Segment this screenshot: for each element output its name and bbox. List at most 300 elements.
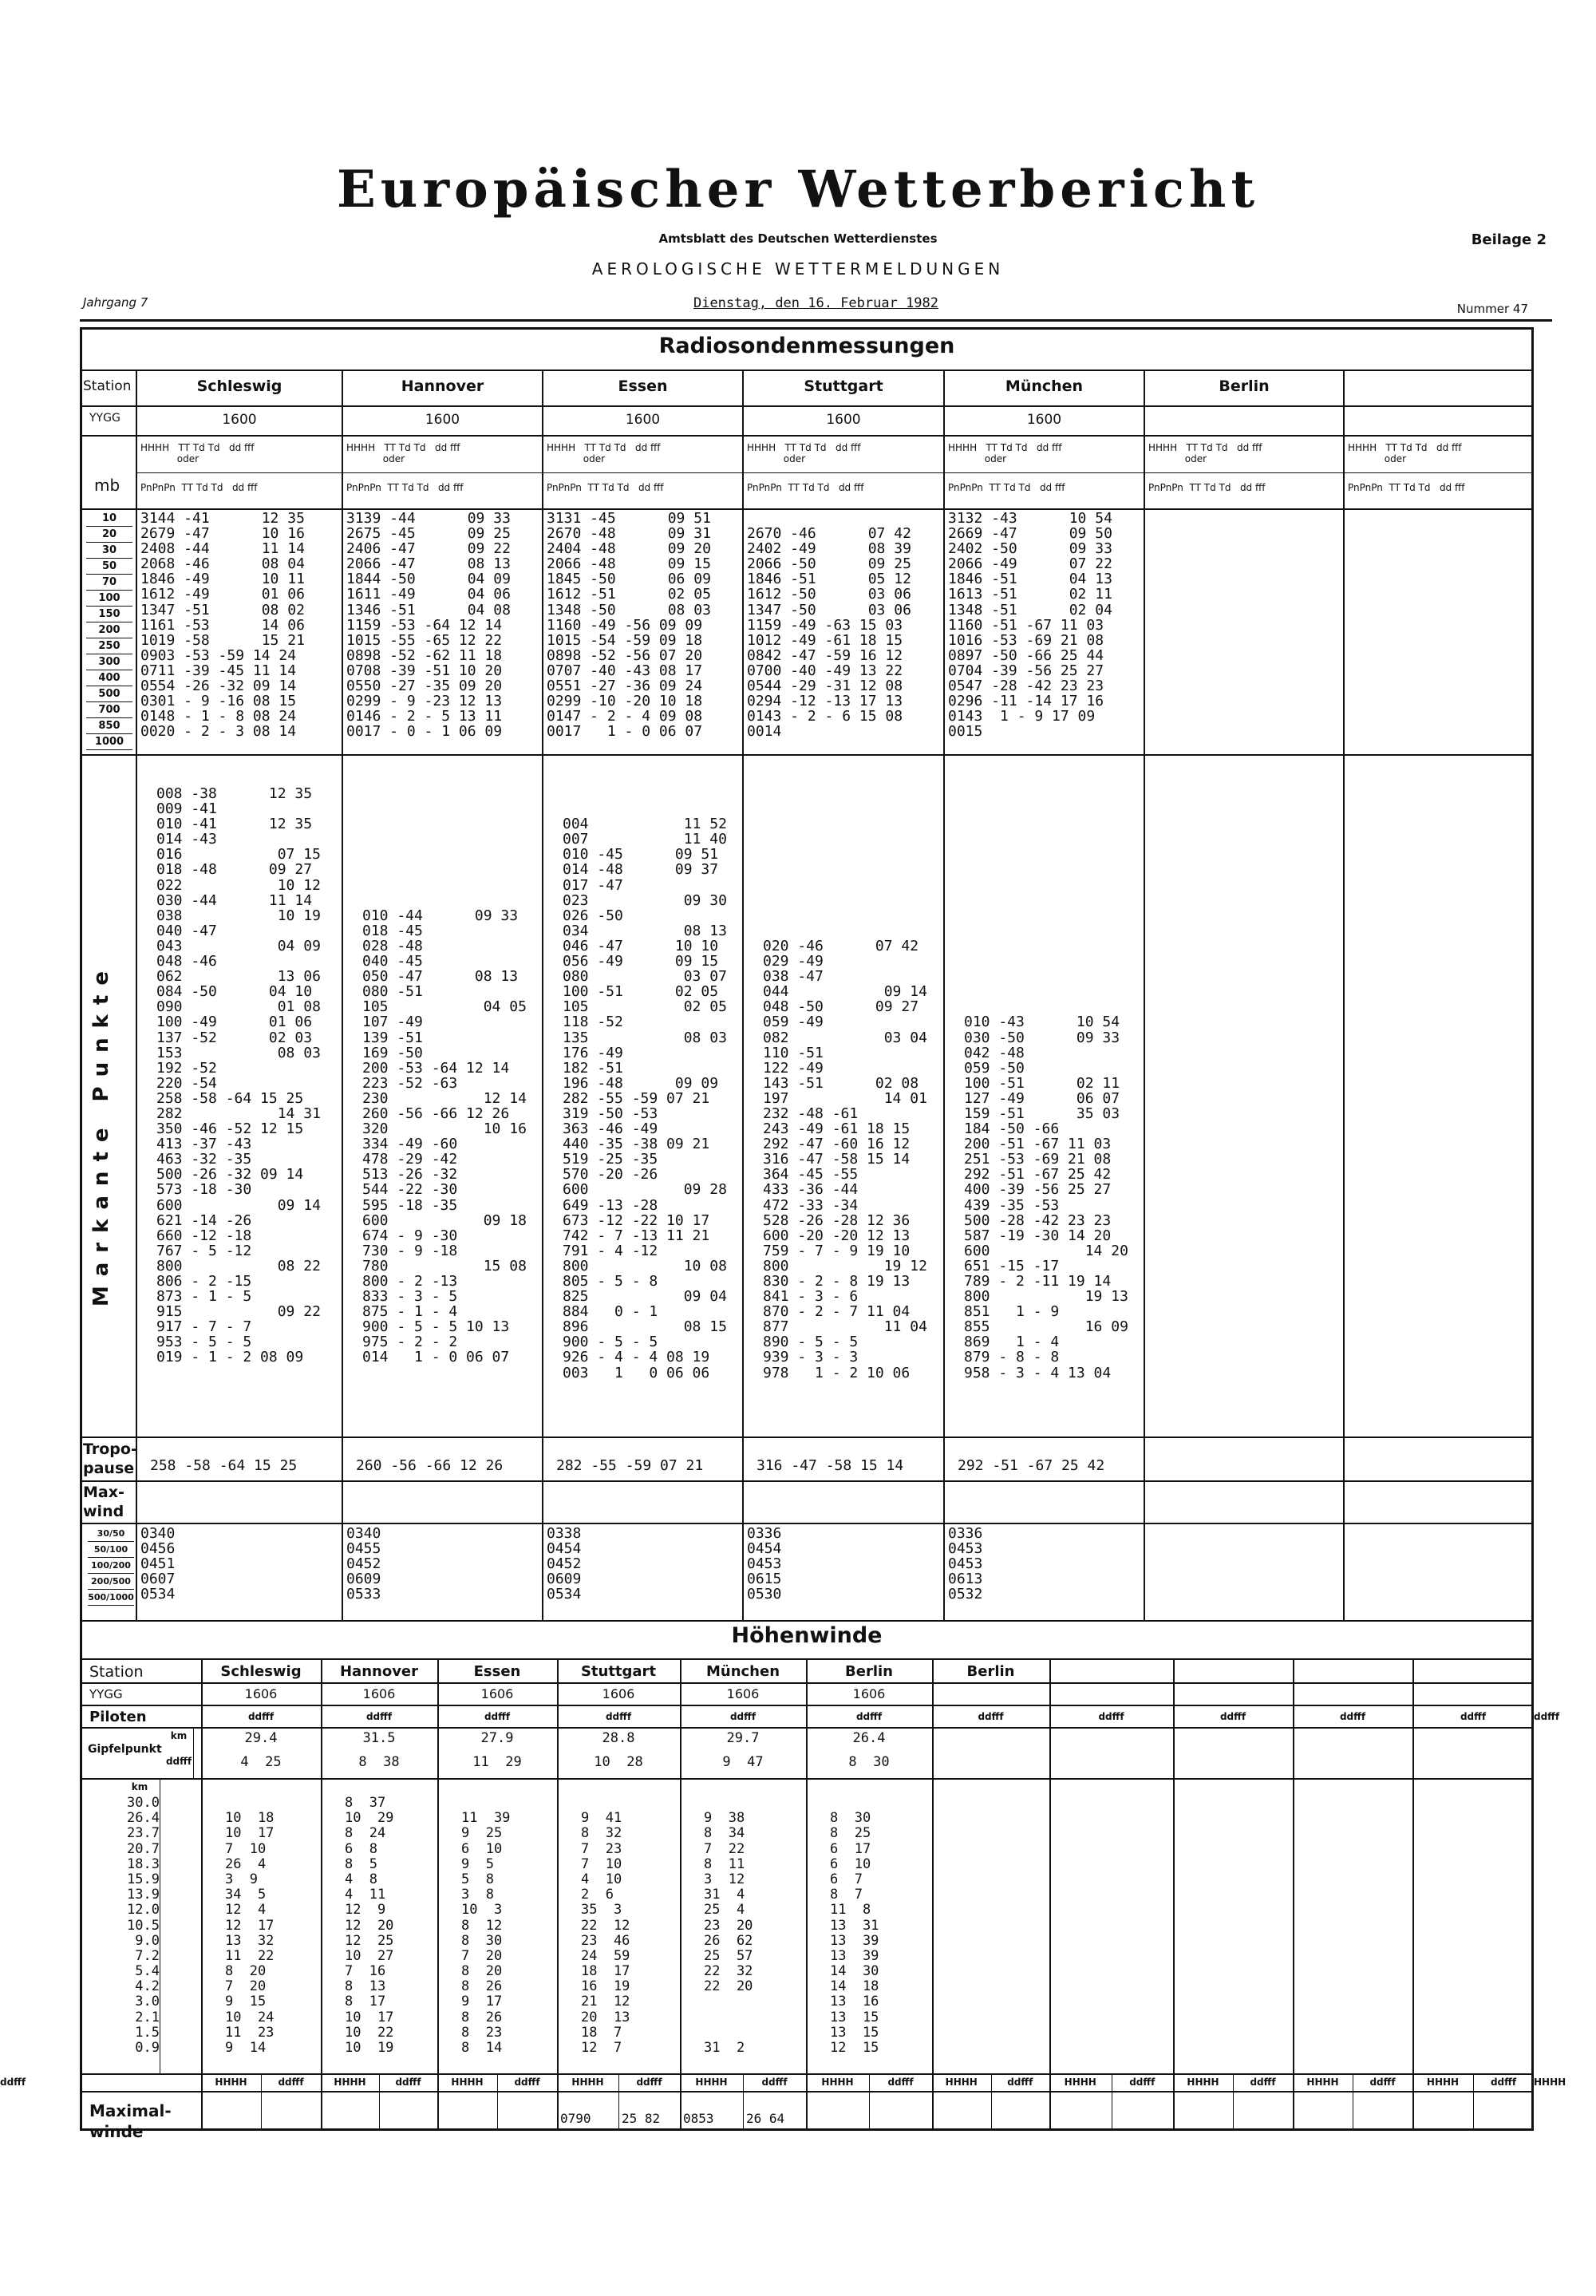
data-row: 082 03 04 (763, 1029, 927, 1046)
data-row: 080 -51 (362, 983, 423, 1001)
hw-ddfff-header: ddfff (247, 1711, 275, 1722)
wind-value: 8 26 (461, 2009, 503, 2025)
data-row: 040 -45 (362, 953, 423, 970)
hw-hhhh-header: HHHH (1534, 2077, 1566, 2088)
wind-value: 12 4 (225, 1902, 267, 1919)
wind-value: 8 14 (461, 2040, 503, 2056)
data-row: 0534 (547, 1586, 582, 1603)
data-row: 869 1 - 4 (964, 1334, 1060, 1351)
data-row: 090 01 08 (156, 998, 321, 1016)
km-level: 9.0 (135, 1932, 160, 1949)
yygg-value: 1600 (222, 412, 257, 428)
data-row: 0455 (346, 1540, 381, 1558)
wind-value: 3 9 (225, 1871, 258, 1887)
data-row: 1346 -51 04 08 (346, 601, 511, 618)
wind-value: 9 41 (581, 1810, 622, 1827)
station-name: München (1005, 377, 1084, 395)
data-row: 018 -45 (362, 922, 423, 939)
col-header-top: HHHH TT Td Td dd fff oder (346, 442, 460, 464)
data-row: 019 - 1 - 2 08 09 (156, 1349, 304, 1366)
data-row (763, 878, 927, 893)
data-row: 153 08 03 (156, 1044, 321, 1061)
data-row: 176 -49 (563, 1044, 623, 1061)
data-row (964, 908, 1128, 923)
data-row: 0704 -39 -56 25 27 (948, 662, 1104, 679)
mb-level: 500 (86, 686, 132, 702)
data-row (362, 893, 527, 908)
data-row: 1844 -50 04 09 (346, 571, 511, 588)
data-row: 169 -50 (362, 1044, 423, 1061)
wind-value: 10 29 (345, 1810, 394, 1827)
wind-value: 7 20 (225, 1978, 267, 1995)
maximal-ddfff: 26 64 (746, 2111, 785, 2126)
wind-value: 13 31 (830, 1917, 879, 1934)
data-row (362, 878, 527, 893)
col-header-bottom: PnPnPn TT Td Td dd fff (1348, 482, 1465, 493)
tropopause-value: 292 -51 -67 25 42 (958, 1457, 1105, 1474)
data-row (964, 786, 1128, 801)
data-row: 2066 -49 07 22 (948, 555, 1112, 573)
wind-value: 8 23 (461, 2024, 503, 2041)
hw-yygg-value: 1606 (362, 1686, 396, 1701)
wind-value (461, 1796, 510, 1811)
data-row: 877 11 04 (763, 1318, 927, 1336)
yygg-label: YYGG (89, 412, 120, 425)
data-row: 048 -46 (156, 953, 217, 970)
wind-value: 8 25 (830, 1825, 871, 1842)
data-row: 649 -13 -28 (563, 1196, 658, 1214)
wind-value: 10 18 (225, 1810, 275, 1827)
wind-value: 18 17 (581, 1963, 630, 1980)
data-row: 030 -44 11 14 (156, 891, 313, 909)
wind-value: 7 22 (704, 1840, 745, 1857)
yygg-value: 1600 (625, 412, 661, 428)
beilage-label: Beilage 2 (1471, 231, 1547, 248)
grid-line (806, 1658, 808, 2131)
data-row: 413 -37 -43 (156, 1136, 252, 1153)
km-level: 18.3 (127, 1855, 160, 1872)
data-row: 673 -12 -22 10 17 (563, 1211, 710, 1229)
data-row: 0452 (346, 1555, 381, 1573)
km-level: 5.4 (135, 1963, 160, 1980)
data-row: 1846 -49 10 11 (140, 571, 305, 588)
data-row: 917 - 7 - 7 (156, 1318, 252, 1336)
wind-value: 8 7 (830, 1887, 863, 1903)
wind-value: 12 17 (225, 1917, 275, 1934)
data-row: 0615 (747, 1571, 782, 1588)
data-row: 0148 - 1 - 8 08 24 (140, 708, 297, 725)
hw-hhhh-header: HHHH (1187, 2077, 1219, 2088)
data-row: 0711 -39 -45 11 14 (140, 662, 297, 679)
mb-level: 700 (86, 702, 132, 718)
data-row: 0456 (140, 1540, 176, 1558)
layer-labels (88, 1526, 134, 1606)
grid-line (321, 1658, 322, 2131)
hw-ddfff-header: ddfff (855, 1711, 883, 1722)
wind-value: 8 17 (345, 1994, 386, 2010)
data-row: 044 09 14 (763, 983, 927, 1001)
data-row: 059 -50 (964, 1059, 1025, 1077)
wind-value: 6 10 (461, 1840, 503, 1857)
data-row: 282 -55 -59 07 21 (563, 1089, 710, 1107)
data-row: 0146 - 2 - 5 13 11 (346, 708, 503, 725)
data-row: 2675 -45 09 25 (346, 525, 511, 543)
data-row (763, 801, 927, 816)
data-row: 0550 -27 -35 09 20 (346, 678, 503, 695)
wind-value: 10 22 (345, 2024, 394, 2041)
hw-station-winds (461, 1796, 510, 2056)
tropopause-value: 282 -55 -59 07 21 (556, 1457, 704, 1474)
data-row: 742 - 7 -13 11 21 (563, 1227, 710, 1244)
hw-ddfff-header: ddfff (1007, 2077, 1033, 2088)
wind-value: 8 30 (461, 1932, 503, 1949)
page-subtitle: Amtsblatt des Deutschen Wetterdienstes (658, 231, 938, 246)
layer-label: 500/1000 (88, 1590, 134, 1606)
yygg-value: 1600 (425, 412, 460, 428)
wind-value: 23 20 (704, 1917, 753, 1934)
data-row: 472 -33 -34 (763, 1196, 859, 1214)
data-row: 2066 -48 09 15 (547, 555, 711, 573)
wind-value: 6 10 (830, 1855, 871, 1872)
data-row: 0534 (140, 1586, 176, 1603)
wind-value (830, 1796, 879, 1811)
hw-ddfff-header: ddfff (1098, 1711, 1124, 1722)
hw-ddfff-header: ddfff (1339, 1711, 1366, 1722)
station-markante-column (763, 786, 927, 1381)
wind-value (704, 1994, 753, 2009)
hw-ddfff-header: ddfff (484, 1711, 511, 1722)
layer-label: 100/200 (88, 1558, 134, 1574)
wind-value: 6 17 (830, 1840, 871, 1857)
hw-station-name: Schleswig (220, 1663, 302, 1680)
data-row: 008 -38 12 35 (156, 785, 313, 802)
data-row (964, 878, 1128, 893)
gipfel-ddfff-value: 4 25 (240, 1754, 282, 1770)
hw-ddfff-header: ddfff (514, 2077, 540, 2088)
hw-ddfff-header: ddfff (605, 1711, 632, 1722)
data-row: 118 -52 (563, 1014, 623, 1031)
piloten-label: Piloten (89, 1709, 147, 1725)
hw-hhhh-header: HHHH (451, 2077, 484, 2088)
data-row: 010 -44 09 33 (362, 907, 519, 924)
wind-value: 3 8 (461, 1887, 494, 1903)
station-layer-column (747, 1526, 781, 1602)
hw-hhhh-header: HHHH (571, 2077, 604, 2088)
data-row: 0017 - 0 - 1 06 09 (346, 723, 503, 741)
station-layer-column (346, 1526, 381, 1602)
markante-punkte-label: Markante Punkte (89, 962, 113, 1307)
data-row: 107 -49 (362, 1014, 423, 1031)
data-row: 1160 -49 -56 09 09 (547, 616, 703, 634)
issue-date: Dienstag, den 16. Februar 1982 (693, 295, 939, 311)
data-row: 621 -14 -26 (156, 1211, 252, 1229)
maximal-ddfff: 25 82 (622, 2111, 661, 2126)
wind-value: 12 20 (345, 1917, 394, 1934)
hw-ddfff-header: ddfff (887, 2077, 914, 2088)
hw-station-name: Hannover (339, 1663, 419, 1680)
gipfel-km-value: 31.5 (362, 1730, 396, 1746)
data-row: 2404 -48 09 20 (547, 540, 711, 558)
data-row: 900 - 5 - 5 10 13 (362, 1318, 510, 1336)
col-header-top: HHHH TT Td Td dd fff oder (948, 442, 1062, 464)
station-name: Schleswig (196, 377, 282, 395)
wind-value (225, 1796, 274, 1811)
station-markante-column (362, 786, 527, 1365)
col-header-top: HHHH TT Td Td dd fff oder (1148, 442, 1262, 464)
station-standard-column (747, 511, 911, 739)
hw-ddfff-header: ddfff (761, 2077, 788, 2088)
wind-value: 26 4 (225, 1855, 267, 1872)
wind-value: 6 8 (345, 1840, 377, 1857)
data-row: 0453 (948, 1555, 983, 1573)
data-row: 009 -41 (156, 800, 217, 818)
data-row: 2679 -47 10 16 (140, 525, 305, 543)
data-row (763, 893, 927, 908)
data-row: 316 -47 -58 15 14 (763, 1151, 911, 1168)
data-row: 879 - 8 - 8 (964, 1349, 1060, 1366)
issue-number: Nummer 47 (1456, 302, 1528, 316)
data-row (763, 847, 927, 862)
data-row (964, 832, 1128, 847)
tropopause-value: 260 -56 -66 12 26 (356, 1457, 504, 1474)
wind-value: 13 15 (830, 2024, 879, 2041)
col-header-top: HHHH TT Td Td dd fff oder (547, 442, 661, 464)
data-row: 135 08 03 (563, 1029, 727, 1046)
data-row: 200 -53 -64 12 14 (362, 1059, 510, 1077)
data-row: 017 -47 (563, 876, 623, 894)
wind-value: 8 26 (461, 1978, 503, 1995)
data-row: 0903 -53 -59 14 24 (140, 646, 297, 664)
data-row: 875 - 1 - 4 (362, 1303, 458, 1321)
data-row: 896 08 15 (563, 1318, 727, 1336)
data-row: 800 10 08 (563, 1257, 727, 1274)
data-row: 433 -36 -44 (763, 1181, 859, 1199)
data-row: 439 -35 -53 (964, 1196, 1060, 1214)
data-row: 0014 (747, 723, 782, 741)
layer-label: 50/100 (88, 1542, 134, 1558)
tropopause-value: 316 -47 -58 15 14 (757, 1457, 904, 1474)
gipfel-km-value: 26.4 (852, 1730, 886, 1746)
data-row: 282 14 31 (156, 1105, 321, 1122)
data-row: 0547 -28 -42 23 23 (948, 678, 1104, 695)
hoehenwinde-title: Höhenwinde (731, 1623, 883, 1648)
data-row: 0020 - 2 - 3 08 14 (140, 723, 297, 741)
data-row: 400 -39 -56 25 27 (964, 1181, 1112, 1199)
data-row: 2066 -47 08 13 (346, 555, 511, 573)
wind-value: 5 8 (461, 1871, 494, 1887)
km-level: 23.7 (127, 1825, 160, 1842)
page-title: Europäischer Wetterbericht (337, 160, 1259, 219)
gipfel-ddfff-value: 11 29 (472, 1754, 522, 1770)
station-standard-column (948, 511, 1112, 739)
hw-station-label: Station (89, 1663, 144, 1681)
data-row: 192 -52 (156, 1059, 217, 1077)
data-row: 042 -48 (964, 1044, 1025, 1061)
data-row: 0338 (547, 1525, 582, 1542)
data-row: 806 - 2 -15 (156, 1273, 252, 1290)
hw-ddfff-header: ddfff (395, 2077, 421, 2088)
gipfel-km-value: 27.9 (480, 1730, 514, 1746)
hw-ddfff-header: ddfff (636, 2077, 662, 2088)
col-header-top: HHHH TT Td Td dd fff oder (140, 442, 255, 464)
col-header-bottom: PnPnPn TT Td Td dd fff (346, 482, 464, 493)
wind-value: 14 30 (830, 1963, 879, 1980)
data-row: 926 - 4 - 4 08 19 (563, 1349, 710, 1366)
grid-line (193, 1727, 194, 1778)
wind-value: 13 15 (830, 2009, 879, 2025)
wind-value: 4 8 (345, 1871, 377, 1887)
data-row (362, 847, 527, 862)
wind-value: 11 23 (225, 2024, 275, 2041)
mb-level: 300 (86, 654, 132, 670)
km-level: 30.0 (127, 1795, 160, 1811)
data-row: 600 -20 -20 12 13 (763, 1227, 911, 1244)
data-row: 825 09 04 (563, 1288, 727, 1306)
mb-label: mb (94, 476, 120, 495)
data-row: 0336 (747, 1525, 782, 1542)
data-row: 978 1 - 2 10 06 (763, 1364, 911, 1381)
data-row: 2669 -47 09 50 (948, 525, 1112, 543)
data-row: 800 08 22 (156, 1257, 321, 1274)
wind-value: 8 5 (345, 1855, 377, 1872)
hw-station-name: München (705, 1663, 780, 1680)
data-row: 0017 1 - 0 06 07 (547, 723, 703, 741)
maxwind-label: Max- wind (83, 1484, 124, 1520)
data-row: 1347 -51 08 02 (140, 601, 305, 618)
data-row: 0452 (547, 1555, 582, 1573)
data-row: 018 -48 09 27 (156, 861, 313, 879)
data-row: 500 -26 -32 09 14 (156, 1166, 304, 1184)
data-row: 789 - 2 -11 19 14 (964, 1273, 1112, 1290)
data-row: 0532 (948, 1586, 983, 1603)
data-row: 028 -48 (362, 937, 423, 954)
hw-ddfff-header: ddfff (0, 2077, 26, 2088)
maximal-hhhh: 0790 (560, 2111, 591, 2126)
station-layer-column (547, 1526, 581, 1602)
gipfelpunkt-label: Gipfelpunkt (88, 1743, 162, 1756)
data-row: 0294 -12 -13 17 13 (747, 693, 903, 710)
data-row: 056 -49 09 15 (563, 953, 719, 970)
data-row: 500 -28 -42 23 23 (964, 1211, 1112, 1229)
data-row: 363 -46 -49 (563, 1120, 658, 1138)
data-row: 0454 (547, 1540, 582, 1558)
data-row: 334 -49 -60 (362, 1136, 458, 1153)
data-row: 007 11 40 (563, 831, 727, 848)
data-row: 0607 (140, 1571, 176, 1588)
data-row: 833 - 3 - 5 (362, 1288, 458, 1306)
km-level: 15.9 (127, 1871, 160, 1887)
wind-value: 8 34 (704, 1825, 745, 1842)
data-row (763, 923, 927, 939)
wind-value: 11 8 (830, 1902, 871, 1919)
hw-station-winds (225, 1796, 274, 2056)
data-row: 260 -56 -66 12 26 (362, 1105, 510, 1122)
wind-value: 13 16 (830, 1994, 879, 2010)
data-row: 040 -47 (156, 922, 217, 939)
data-row: 1160 -51 -67 11 03 (948, 616, 1104, 634)
data-row: 958 - 3 - 4 13 04 (964, 1364, 1112, 1381)
wind-value: 18 7 (581, 2024, 622, 2041)
wind-value: 7 16 (345, 1963, 386, 1980)
data-row: 0609 (547, 1571, 582, 1588)
wind-value: 10 17 (345, 2009, 394, 2025)
data-row: 143 -51 02 08 (763, 1074, 919, 1092)
data-row: 016 07 15 (156, 846, 321, 863)
wind-value: 12 15 (830, 2040, 879, 2056)
station-standard-column (140, 511, 305, 739)
hw-ddfff-header: ddfff (278, 2077, 304, 2088)
gipfel-ddfff-value: 8 38 (358, 1754, 400, 1770)
wind-value: 7 23 (581, 1840, 622, 1857)
data-row: 873 - 1 - 5 (156, 1288, 252, 1306)
yygg-value: 1600 (1026, 412, 1062, 428)
grid-line (557, 1658, 559, 2131)
wind-value: 8 32 (581, 1825, 622, 1842)
data-row: 1348 -51 02 04 (948, 601, 1112, 618)
data-row: 122 -49 (763, 1059, 824, 1077)
wind-value: 31 4 (704, 1887, 745, 1903)
data-row: 0544 -29 -31 12 08 (747, 678, 903, 695)
station-label: Station (83, 378, 132, 394)
hw-ddfff-header: ddfff (1460, 1711, 1487, 1722)
wind-value (704, 2025, 753, 2041)
data-row (964, 816, 1128, 832)
wind-value: 13 39 (830, 1947, 879, 1964)
data-row: 544 -22 -30 (362, 1181, 458, 1199)
wind-value: 16 19 (581, 1978, 630, 1995)
data-row: 159 -51 35 03 (964, 1105, 1120, 1122)
data-row: 884 0 - 1 (563, 1303, 658, 1321)
data-row: 587 -19 -30 14 20 (964, 1227, 1112, 1244)
grid-line (201, 1658, 203, 2131)
data-row: 059 -49 (763, 1014, 824, 1031)
data-row: 014 -48 09 37 (563, 861, 719, 879)
data-row: 105 02 05 (563, 998, 727, 1016)
mb-level: 1000 (86, 734, 132, 750)
data-row: 570 -20 -26 (563, 1166, 658, 1184)
wind-value: 11 22 (225, 1947, 275, 1964)
station-standard-column (346, 511, 511, 739)
data-row: 127 -49 06 07 (964, 1089, 1120, 1107)
hw-station-winds (345, 1796, 393, 2056)
data-row: 0451 (140, 1555, 176, 1573)
station-name: Stuttgart (804, 377, 883, 395)
wind-value: 8 24 (345, 1825, 386, 1842)
mb-level: 50 (86, 559, 132, 575)
data-row: 0700 -40 -49 13 22 (747, 662, 903, 679)
maximalwinde-label: Maximal- winde (89, 2101, 172, 2141)
data-row: 320 10 16 (362, 1120, 527, 1138)
mb-level: 10 (86, 511, 132, 527)
data-row: 805 - 5 - 8 (563, 1273, 658, 1290)
km-level: 1.5 (135, 2024, 160, 2041)
wind-value: 12 7 (581, 2040, 622, 2056)
km-level: 10.5 (127, 1917, 160, 1934)
station-name: Berlin (1219, 377, 1270, 395)
data-row: 0533 (346, 1586, 381, 1603)
layer-label: 30/50 (88, 1526, 134, 1542)
hw-station-name: Berlin (845, 1663, 893, 1680)
section-heading: AEROLOGISCHE WETTERMELDUNGEN (591, 259, 1005, 279)
data-row: 232 -48 -61 (763, 1105, 859, 1122)
gipfel-ddfff-label: ddfff (165, 1756, 192, 1767)
wind-value: 10 24 (225, 2009, 275, 2025)
wind-value: 9 15 (225, 1994, 267, 2010)
data-row: 0613 (948, 1571, 983, 1588)
data-row: 010 -41 12 35 (156, 816, 313, 833)
data-row: 0340 (346, 1525, 381, 1542)
data-row: 3139 -44 09 33 (346, 510, 511, 527)
